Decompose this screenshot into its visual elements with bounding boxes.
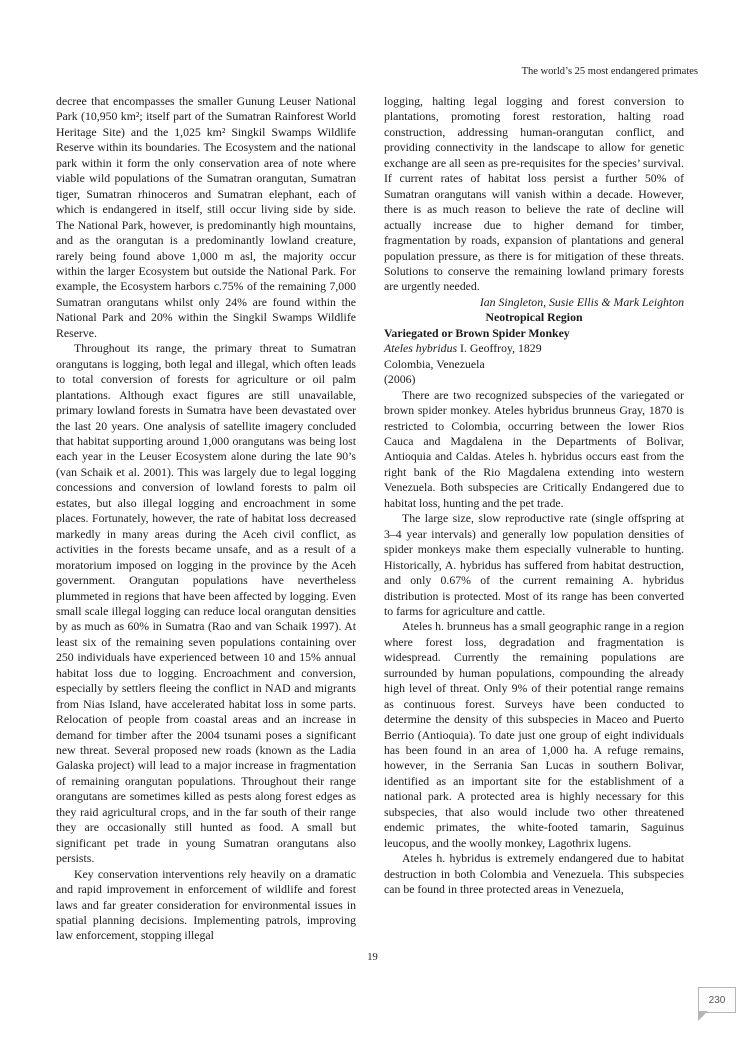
left-paragraph-2: Throughout its range, the primary threat to Sumatran orangutans is logging, both legal and illegal, which often leads to total conversion of forests for agriculture or oil palm plantations. Although exact figures are still unavailable, primary lowland forests in Sumatra have been devastated over the last 20 years. One analysis of satellite imagery concluded that habitat supporting around 1,000 orangutans was being lost each year in the Leuser Ecosystem alone during the late 90’s (van Schaik et al. 2001). This was largely due to legal logging concessions and conversion of lowland forests to palm oil estates, but also illegal logging and encroachment in some places. Fortunately, however, the rate of habitat loss decreased markedly in many areas during the Aceh civil conflict, as activities in the forests became unsafe, and as a result of a moratorium imposed on logging in the province by the Aceh government. Orangutan populations have nevertheless plummeted in regions that have been affected by logging. Even small scale illegal logging can reduce local orangutan densities by as much as 60% in Sumatra (Rao and van Schaik 1997). At least six of the remaining seven populations containing over 250 individuals have experienced between 10 and 15% annual habitat loss due to logging. Encroachment and conversion, especially by settlers fleeing the conflict in NAD and migrants from Nias Island, have accelerated habitat loss in some parts. Relocation of people from coastal areas and an increase in demand for timber after the 2004 tsunami poses a significant new threat. Several proposed new roads (known as the Ladia Galaska project) will lead to a major increase in fragmentation of remaining orangutan populations. Throughout their range orangutans are sometimes killed as pests along forest edges as they raid agricultural crops, and in the far south of their range they are occasionally still hunted as food. A small but significant pet trade in young Sumatran orangutans also persists. bbox=[56, 341, 356, 866]
page-number: 19 bbox=[367, 952, 378, 963]
right-column bbox=[384, 94, 684, 898]
species-name-line bbox=[384, 341, 684, 356]
species-name: Ateles hybridus bbox=[384, 341, 458, 356]
left-paragraph-1: decree that encompasses the smaller Gunung Leuser National Park (10,950 km²; itself part of the Sumatran Rainforest World Heritage Site) and the 1,025 km² Singkil Swamps Wildlife Reserve within its boundaries. The Ecosystem and the national park within it form the only conservation area of note where viable wild populations of the Sumatran orangutan, Sumatran tiger, Sumatran rhinoceros and Sumatran elephant, each of which is endangered in itself, still occur living side by side. The National Park, however, is predominantly high mountains, and as the orangutan is a predominantly lowland creature, rarely being found above 1,000 m asl, the majority occur within the larger Ecosystem but outside the National Park. For example, the Ecosystem harbors c.75% of the remaining 7,000 Sumatran orangutans whilst only 24% are found within the National Park and 20% within the Singkil Swamps Wildlife Reserve. bbox=[56, 94, 356, 340]
right-paragraph-1: logging, halting legal logging and forest conversion to plantations, promoting forest restoration, halting road construction, addressing human-orangutan conflict, and providing connectivity in the landscape to allow for genetic exchange are all seen as pre-requisites for the species’ survival. If current rates of habitat loss persist a further 50% of Sumatran orangutans will vanish within a decade. However, there is as much reason to believe the rate of decline will actually increase due to higher demand for timber, fragmentation by roads, expansion of plantations and general population pressure, as there is for mitigation of these threats. Solutions to conserve the remaining lowland primary forests are urgently needed. bbox=[384, 94, 684, 294]
page-stamp-corner bbox=[698, 1011, 708, 1021]
assessment-year: (2006) bbox=[384, 372, 416, 387]
right-paragraph-4: Ateles h. brunneus has a small geographic range in a region where forest loss, degradation and fragmentation is widespread. Currently the remaining populations are surrounded by human populations, compounding the already high level of threat. Only 9% of their potential range remains as continuous forest. Surveys have been conducted to determine the density of this subspecies in Maceo and Puerto Berrio (Antioquia). To date just one group of eight individuals has been found in an area of 1,000 ha. A refuge remains, however, in the Serrania San Lucas in southern Bolivar, identified as an important site for the establishment of a national park. A protected area is highly necessary for this subspecies, that also would include two other threatened endemic primates, the white-footed tamarin, Saguinus leucopus, and the woolly monkey, Lagothrix lugens. bbox=[384, 619, 684, 850]
right-paragraph-2: There are two recognized subspecies of the variegated or brown spider monkey. Ateles hybridus brunneus Gray, 1870 is restricted to Colombia, occurring between the lower Rios Cauca and Magdalena in the Departments of Bolivar, Antioquia and Caldas. Ateles h. hybridus occurs east from the right bank of the Rio Magdalena extending into western Venezuela. Both subspecies are Critically Endangered due to habitat loss, hunting and the pet trade. bbox=[384, 387, 684, 510]
species-author: I. Geoffroy, 1829 bbox=[460, 341, 542, 356]
species-countries: Colombia, Venezuela bbox=[384, 356, 485, 371]
left-paragraph-3: Key conservation interventions rely heavily on a dramatic and rapid improvement in enforcement of wildlife and forest laws and far greater consideration for environmental issues in spatial planning decisions. Implementing patrols, improving law enforcement, stopping illegal bbox=[56, 866, 356, 943]
region-heading: Neotropical Region bbox=[485, 310, 583, 325]
left-column bbox=[56, 94, 356, 944]
running-head: The world’s 25 most endangered primates bbox=[521, 66, 698, 77]
author-signature: Ian Singleton, Susie Ellis & Mark Leighton bbox=[479, 294, 684, 309]
right-paragraph-3: The large size, slow reproductive rate (single offspring at 3–4 year intervals) and generally low population densities of spider monkeys make them especially vulnerable to hunting. Historically, A. hybridus has suffered from habitat destruction, and only 0.67% of the current remaining A. hybridus distribution is protected. Most of its range has been converted to farms for agriculture and cattle. bbox=[384, 511, 684, 618]
right-paragraph-5: Ateles h. hybridus is extremely endangered due to habitat destruction in both Colombia and Venezuela. This subspecies can be found in three protected areas in Venezuela, bbox=[384, 851, 684, 897]
page-stamp: 230 bbox=[698, 987, 736, 1013]
species-title: Variegated or Brown Spider Monkey bbox=[384, 325, 570, 340]
